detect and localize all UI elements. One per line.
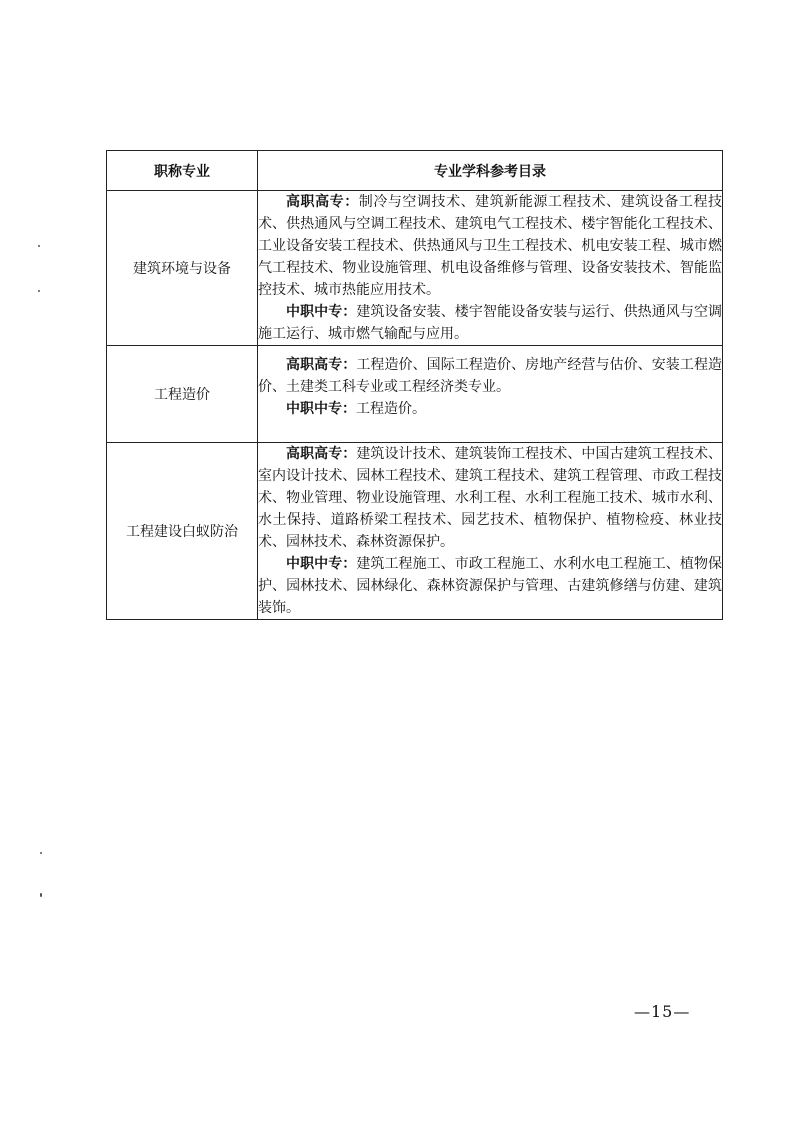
secondary-vocational-label: 中职中专： bbox=[286, 556, 357, 572]
secondary-vocational-paragraph bbox=[258, 398, 722, 420]
secondary-vocational-text: 建筑设备安装、楼宇智能设备安装与运行、供热通风与空调施工运行、城市燃气输配与应用。 bbox=[258, 304, 723, 342]
row-catalog-cell bbox=[258, 443, 723, 620]
scan-speck bbox=[38, 290, 40, 292]
higher-vocational-label: 高职高专： bbox=[286, 446, 357, 462]
table-header-row bbox=[107, 151, 723, 191]
row-catalog-cell bbox=[258, 346, 723, 443]
table-row bbox=[107, 443, 723, 620]
header-reference-catalog: 专业学科参考目录 bbox=[258, 151, 723, 191]
table-row bbox=[107, 191, 723, 346]
secondary-vocational-label: 中职中专： bbox=[286, 304, 357, 320]
higher-vocational-text: 工程造价、国际工程造价、房地产经营与估价、安装工程造价、土建类工科专业或工程经济类专业。 bbox=[258, 357, 723, 395]
scan-speck bbox=[40, 893, 42, 897]
secondary-vocational-label: 中职中专： bbox=[286, 401, 356, 417]
higher-vocational-text: 建筑设计技术、建筑装饰工程技术、中国古建筑工程技术、室内设计技术、园林工程技术、建筑工程技术、建筑工程管理、市政工程技术、物业管理、物业设施管理、水利工程、水利工程施工技术、城市水利、水土保持、道路桥梁工程技术、园艺技术、植物保护、植物检疫、林业技术、园林技术、森林资源保护。 bbox=[258, 446, 723, 550]
scan-speck bbox=[38, 245, 40, 247]
table-row bbox=[107, 346, 723, 443]
row-major-name: 建筑环境与设备 bbox=[107, 191, 258, 346]
higher-vocational-paragraph bbox=[258, 354, 722, 398]
page-number: —15— bbox=[634, 1002, 691, 1021]
higher-vocational-label: 高职高专： bbox=[286, 357, 357, 373]
major-catalog-table bbox=[106, 150, 723, 620]
row-major-name: 工程造价 bbox=[107, 346, 258, 443]
secondary-vocational-paragraph bbox=[258, 553, 722, 619]
row-major-name: 工程建设白蚁防治 bbox=[107, 443, 258, 620]
higher-vocational-paragraph bbox=[258, 443, 722, 553]
secondary-vocational-text: 建筑工程施工、市政工程施工、水利水电工程施工、植物保护、园林技术、园林绿化、森林资源保护与管理、古建筑修缮与仿建、建筑装饰。 bbox=[258, 556, 723, 616]
row-catalog-cell bbox=[258, 191, 723, 346]
scan-speck bbox=[40, 852, 42, 854]
secondary-vocational-paragraph bbox=[258, 301, 722, 345]
higher-vocational-label: 高职高专： bbox=[286, 194, 359, 210]
header-title-major: 职称专业 bbox=[107, 151, 258, 191]
secondary-vocational-text: 工程造价。 bbox=[356, 401, 426, 417]
higher-vocational-paragraph bbox=[258, 191, 722, 301]
higher-vocational-text: 制冷与空调技术、建筑新能源工程技术、建筑设备工程技术、供热通风与空调工程技术、建筑电气工程技术、楼宇智能化工程技术、工业设备安装工程技术、供热通风与卫生工程技术、机电安装工程、城市燃气工程技术、物业设施管理、机电设备维修与管理、设备安装技术、智能监控技术、城市热能应用技术。 bbox=[258, 194, 723, 298]
